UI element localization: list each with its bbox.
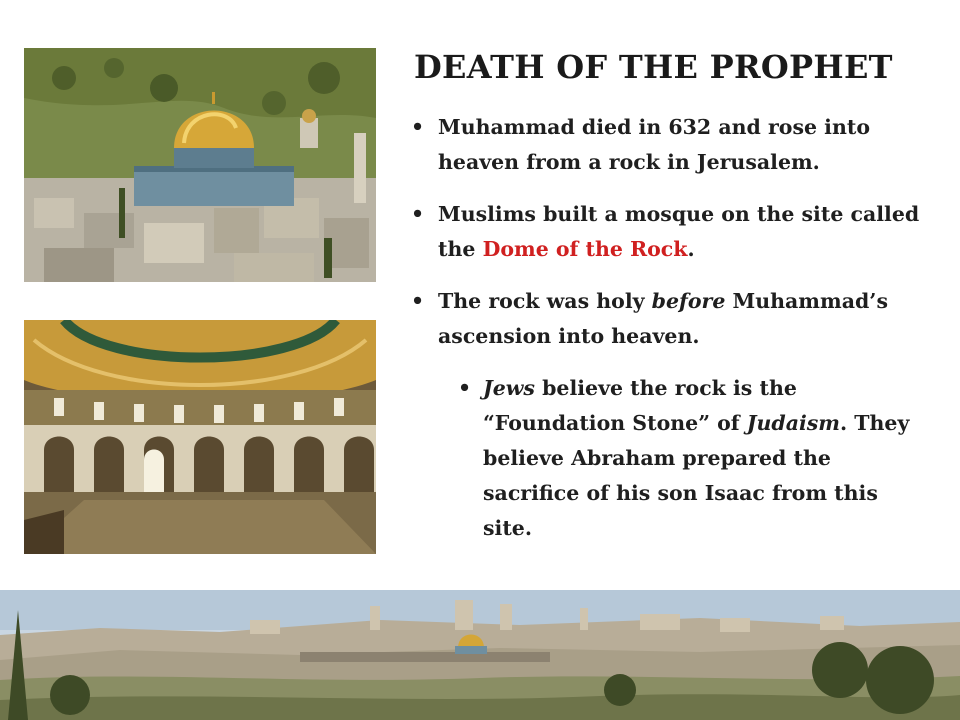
sub-bullet-text: believe the rock is the “Foundation Stone” of	[483, 376, 797, 435]
sub-bullet-item	[457, 371, 930, 546]
bullet-text: Muslims built a mosque on the site called the	[438, 202, 920, 261]
dome-of-the-rock-photo	[24, 48, 376, 282]
bullet-dot: •	[411, 289, 425, 313]
bullet-list	[410, 110, 930, 563]
emphasis-jews: Jews	[483, 376, 535, 400]
bullet-dot: •	[411, 115, 425, 139]
emphasis-before: before	[651, 289, 726, 313]
dome-interior-photo	[24, 320, 376, 554]
sub-bullet-text-end: . They believe Abraham prepared the sacrifice of his son Isaac from this site.	[483, 411, 910, 540]
bullet-text-end: Muhammad’s ascension into heaven.	[438, 289, 888, 348]
emphasis-judaism: Judaism	[746, 411, 840, 435]
bullet-item	[410, 197, 930, 267]
bullet-item	[410, 110, 930, 180]
bullet-text: The rock was holy	[438, 289, 652, 313]
dome-of-the-rock-highlight: Dome of the Rock	[482, 237, 688, 261]
jerusalem-panorama-photo	[0, 590, 960, 720]
bullet-text: Muhammad died in 632 and rose into heaven from a rock in Jerusalem.	[438, 115, 871, 174]
bullet-dot: •	[458, 376, 472, 400]
bullet-dot: •	[411, 202, 425, 226]
slide-title: DEATH OF THE PROPHET	[414, 48, 893, 86]
bullet-item	[410, 284, 930, 354]
bullet-text-end: .	[687, 237, 695, 261]
